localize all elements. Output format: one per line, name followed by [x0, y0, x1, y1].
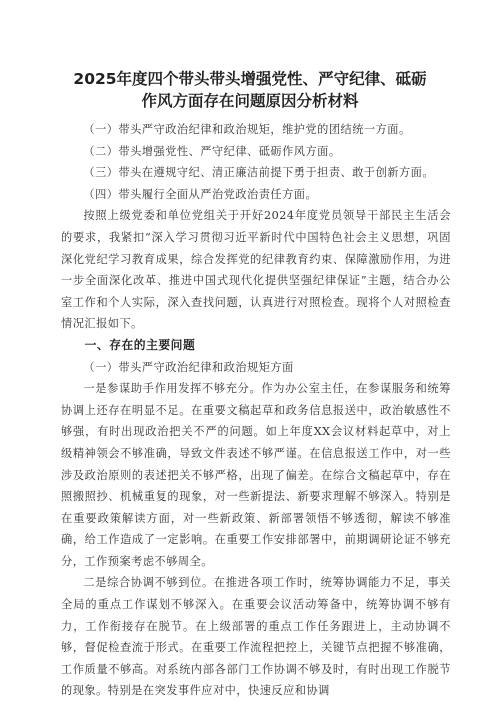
outline-item-1: （一）带头严守政治纪律和政治规矩，维护党的团结统一方面。	[83, 123, 411, 136]
outline-item-4: （四）带头履行全面从严治党政治责任方面。	[83, 187, 318, 201]
outline-item-3: （三）带头在遵规守纪、清正廉洁前提下勇于担责、敢于创新方面。	[83, 166, 435, 180]
outline-item-2: （二）带头增强党性、严守纪律、砥砺作风方面。	[83, 144, 341, 158]
section-heading: 一、存在的主要问题	[84, 337, 196, 352]
document-title	[30, 68, 470, 112]
body-paragraph-1: 一是参谋助手作用发挥不够充分。作为办公室主任，在参谋服务和统筹协调上还存在明显不足。在重要文稿起草和政务信息报送中，政治敏感性不够强，有时出现政治把关不严的问题。如上年度XX会议材料起草中，对上级精神领会不够准确，导致文件表述不够严谨。在信息报送工作中，对一些涉及政治原则的表述把关不够严格，出现了偏差。在综合文稿起草中，存在照搬照抄、机械重复的现象，对一些新提法、新要求理解不够深入。特别是在重要政策解读方面，对一些新政策、新部署领悟不够透彻，解读不够准确，给工作造成了一定影响。在重要工作安排部署中，前期调研论证不够充分，工作预案考虑不够周全。	[61, 382, 451, 568]
title-line-1: 2025年度四个带头带头增强党性、严守纪律、砥砺	[73, 70, 427, 88]
title-line-2: 作风方面存在问题原因分析材料	[141, 92, 359, 110]
document-body	[61, 119, 451, 702]
subsection-heading: （一）带头严守政治纪律和政治规矩方面	[83, 360, 294, 374]
body-paragraph-2: 二是综合协调不够到位。在推进各项工作时，统筹协调能力不足，事关全局的重点工作谋划不够深入。在重要会议活动筹备中，统筹协调不够有力，工作衔接存在脱节。在上级部署的重点工作任务跟进上，主动协调不够，督促检查流于形式。在重要工作流程把控上，关键节点把握不够准确，工作质量不够高。对系统内部各部门工作协调不够及时，有时出现工作脱节的现象。特别是在突发事件应对中，快速反应和协调	[61, 576, 451, 698]
intro-paragraph: 按照上级党委和单位党组关于开好2024年度党员领导干部民主生活会的要求，我紧扣“深入学习贯彻习近平新时代中国特色社会主义思想，巩固深化党纪学习教育成果，综合发挥党的纪律教育约束、保障激励作用，为进一步全面深化改革、推进中国式现代化提供坚强纪律保证”主题，结合办公室工作和个人实际，深入查找问题，认真进行对照检查。现将个人对照检查情况汇报如下。	[61, 209, 451, 331]
